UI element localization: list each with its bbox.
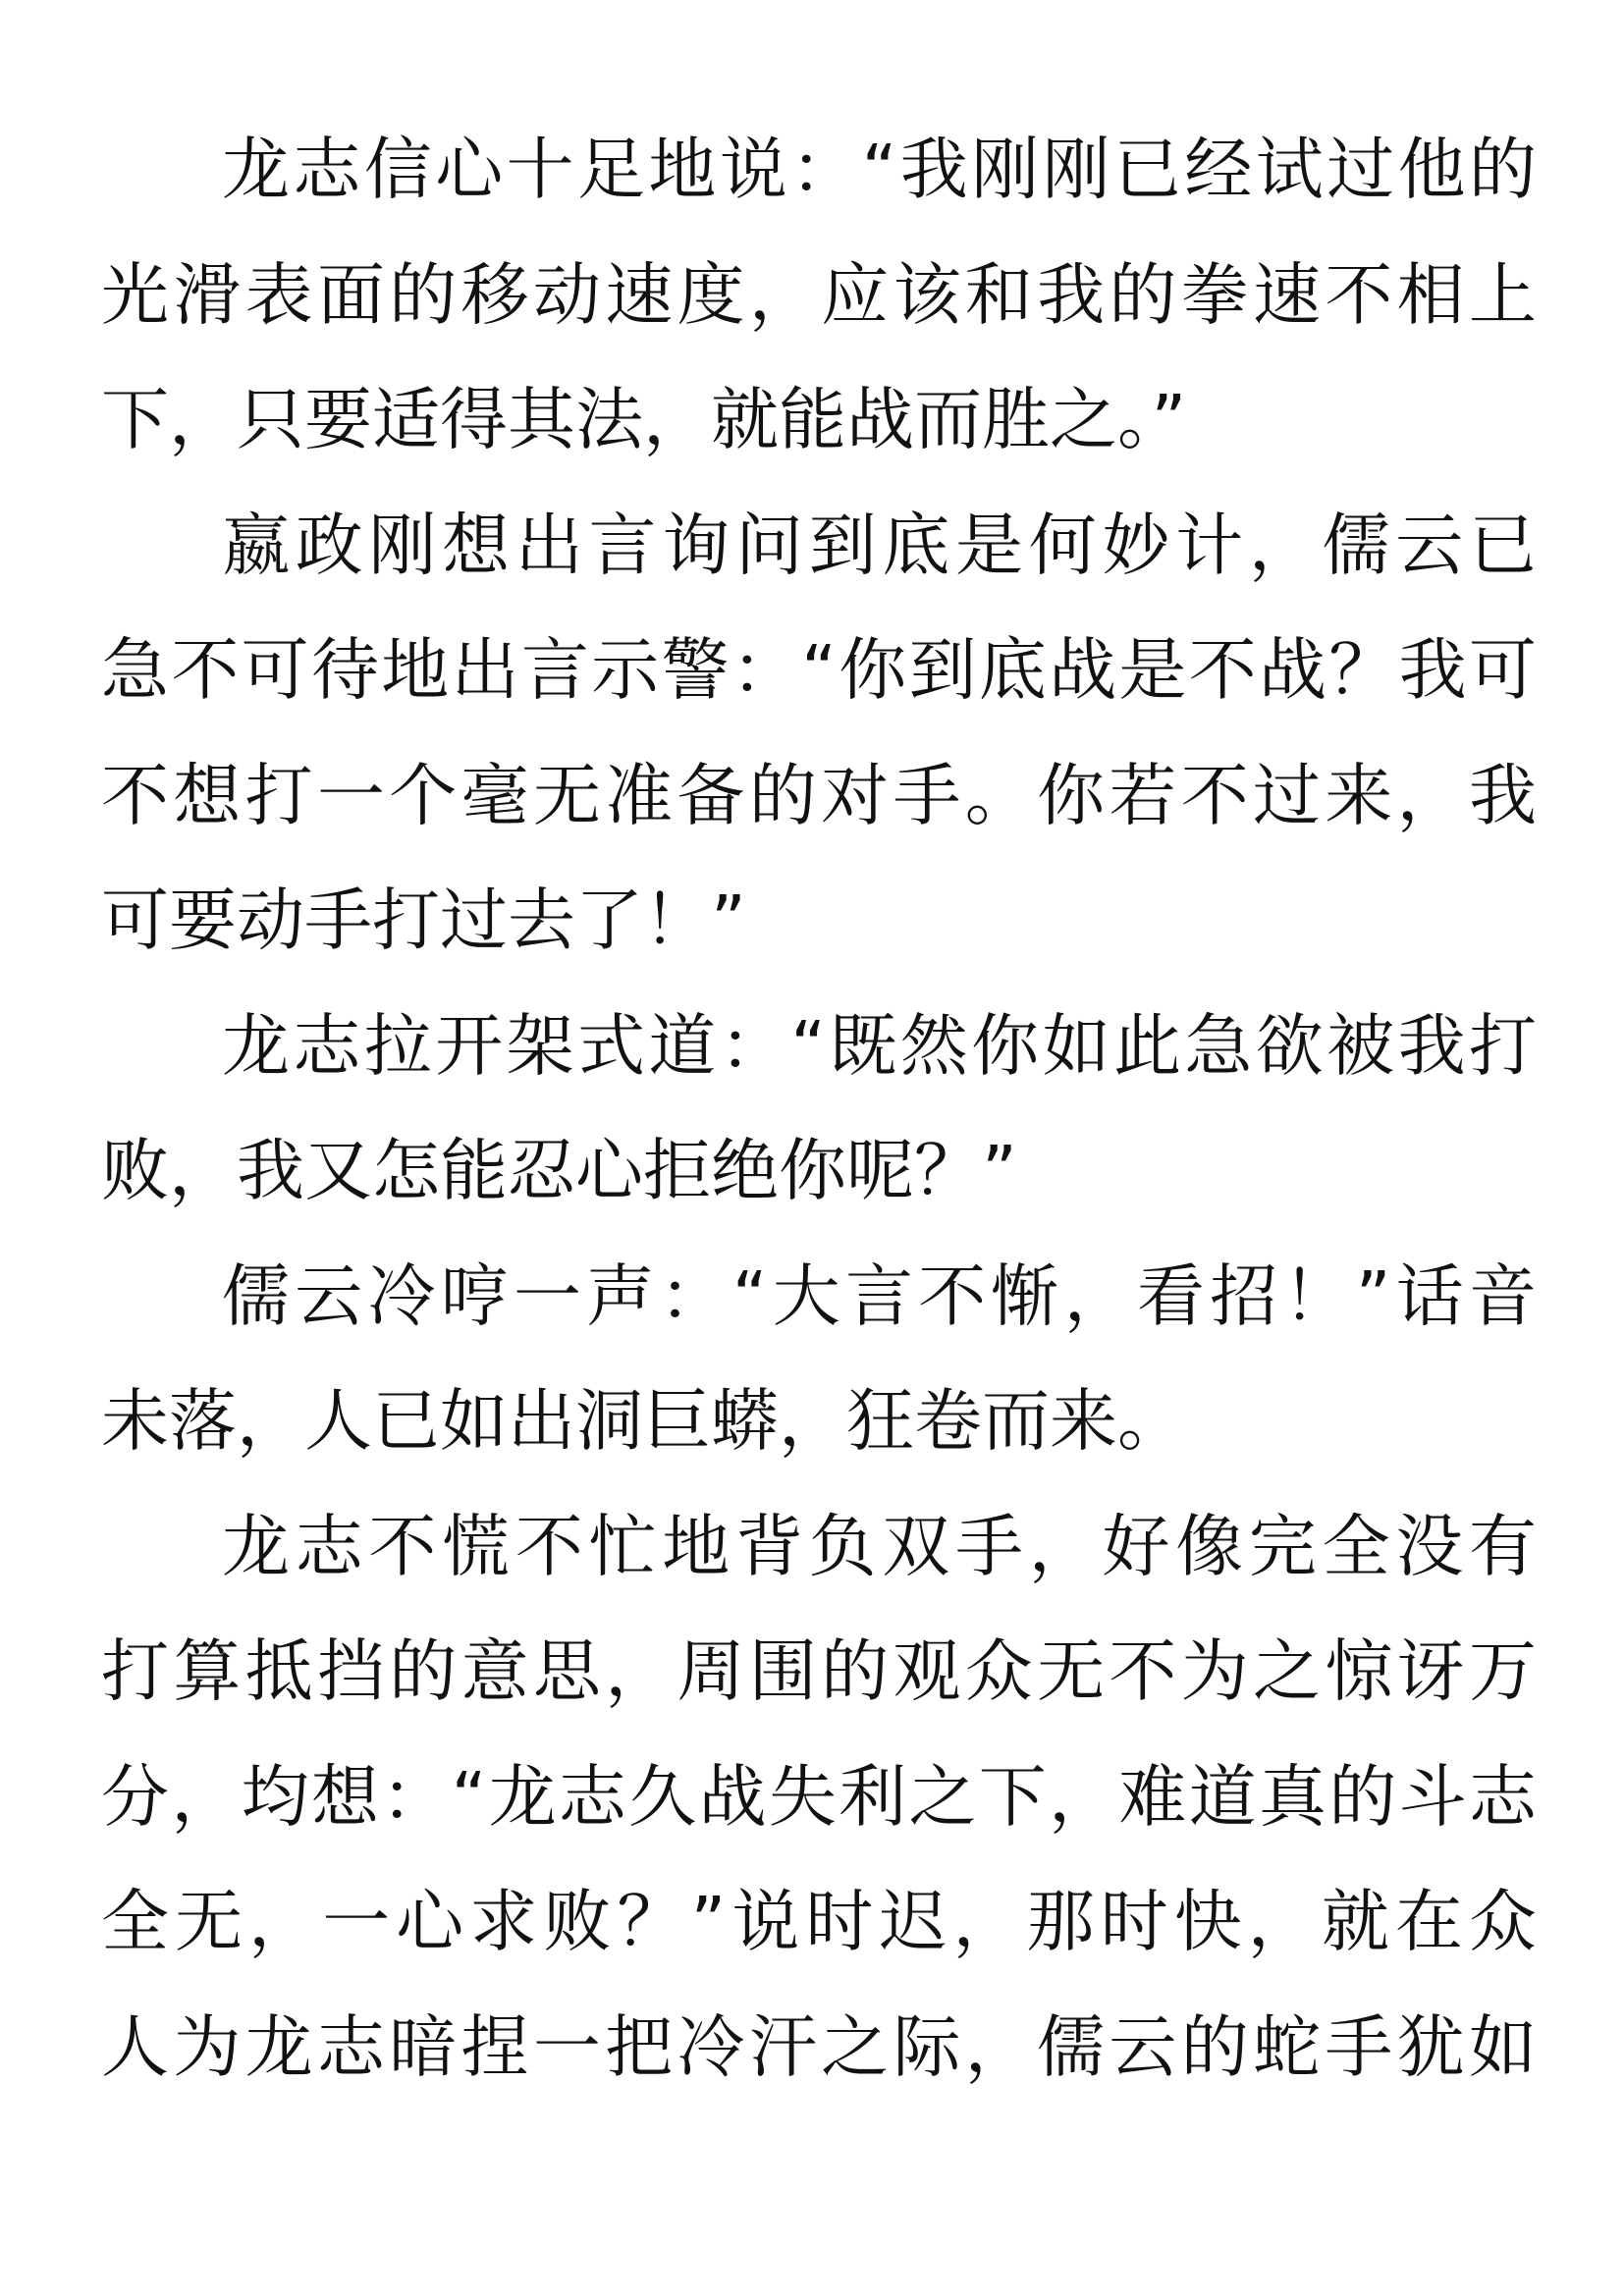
text-line: 儒云冷哼一声：“大言不惭，看招！”话音 bbox=[222, 1256, 1537, 1336]
text-line: 人为龙志暗捏一把冷汗之际，儒云的蛇手犹如 bbox=[101, 2007, 1537, 2087]
text-line: 未落，人已如出洞巨蟒，狂卷而来。 bbox=[101, 1382, 1185, 1461]
document-page bbox=[101, 108, 1537, 2110]
text-line: 龙志不慌不忙地背负双手，好像完全没有 bbox=[222, 1507, 1537, 1586]
text-line: 打算抵挡的意思，周围的观众无不为之惊讶万 bbox=[101, 1632, 1537, 1711]
text-line: 分，均想：“龙志久战失利之下，难道真的斗志 bbox=[101, 1757, 1537, 1837]
text-line: 嬴政刚想出言询问到底是何妙计，儒云已 bbox=[222, 506, 1537, 585]
text-line: 光滑表面的移动速度，应该和我的拳速不相上 bbox=[101, 255, 1537, 335]
text-line: 急不可待地出言示警：“你到底战是不战？我可 bbox=[101, 631, 1537, 710]
text-line: 下，只要适得其法，就能战而胜之。” bbox=[101, 381, 1187, 459]
text-line: 龙志拉开架式道：“既然你如此急欲被我打 bbox=[222, 1006, 1537, 1086]
text-line: 不想打一个毫无准备的对手。你若不过来，我 bbox=[101, 756, 1537, 835]
text-line: 龙志信心十足地说：“我刚刚已经试过他的 bbox=[222, 131, 1537, 209]
text-line: 全无，一心求败？”说时迟，那时快，就在众 bbox=[101, 1883, 1537, 1961]
text-line: 败，我又怎能忍心拒绝你呢？” bbox=[101, 1132, 1017, 1210]
text-line: 可要动手打过去了！” bbox=[101, 881, 746, 960]
